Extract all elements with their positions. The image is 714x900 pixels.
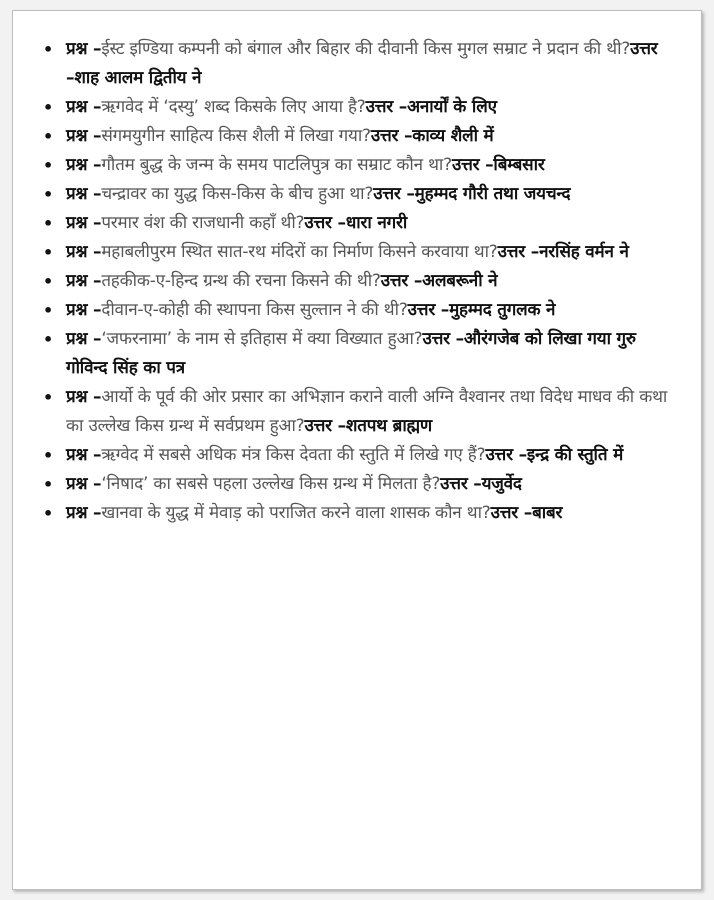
qa-item: [41, 267, 671, 296]
answer-label: उत्तर –: [407, 300, 450, 320]
answer-label: उत्तर –: [497, 242, 540, 262]
question-answer-list: [13, 11, 701, 528]
qa-item: [41, 441, 671, 470]
answer-text: शतपथ ब्राह्मण: [345, 416, 433, 436]
answer-text: औरंगजेब को लिखा गया गुरु गोविन्द सिंह का पत्र: [66, 329, 636, 378]
qa-item: [41, 35, 671, 93]
answer-text: मुहम्मद गौरी तथा जयचन्द: [414, 184, 571, 204]
answer-label: उत्तर –: [440, 474, 482, 494]
question-label: प्रश्न –: [66, 474, 102, 494]
question-label: प्रश्न –: [66, 387, 102, 407]
question-text: ऋग्वेद में सबसे अधिक मंत्र किस देवता की स्तुति में लिखे गए हैं?: [101, 445, 486, 465]
answer-text: नरसिंह वर्मन ने: [539, 242, 629, 262]
question-text: दीवान-ए-कोही की स्थापना किस सुल्तान ने की थी?: [101, 300, 408, 320]
question-label: प्रश्न –: [66, 126, 102, 146]
answer-label: उत्तर –: [451, 155, 494, 175]
answer-label: उत्तर –: [380, 271, 423, 291]
question-text: परमार वंश की राजधानी कहाँ थी?: [101, 213, 305, 233]
answer-label: उत्तर –: [365, 97, 408, 117]
answer-text: मुहम्मद तुगलक ने: [449, 300, 556, 320]
answer-label: उत्तर –: [422, 329, 464, 349]
question-label: प्रश्न –: [66, 39, 102, 59]
question-text: चन्द्रावर का युद्ध किस-किस के बीच हुआ था?: [101, 184, 374, 204]
question-label: प्रश्न –: [66, 213, 102, 233]
answer-text: काव्य शैली में: [412, 126, 494, 146]
question-label: प्रश्न –: [66, 329, 102, 349]
question-label: प्रश्न –: [66, 503, 102, 523]
qa-item: [41, 151, 671, 180]
answer-text: बिम्बसार: [493, 155, 545, 175]
answer-text: अनार्यों के लिए: [407, 97, 497, 117]
qa-item: [41, 325, 671, 383]
answer-label: उत्तर –: [370, 126, 413, 146]
answer-label: उत्तर –: [485, 445, 527, 465]
question-text: महाबलीपुरम स्थित सात-रथ मंदिरों का निर्माण किसने करवाया था?: [101, 242, 498, 262]
question-text: ‘निषाद’ का सबसे पहला उल्लेख किस ग्रन्थ में मिलता है?: [101, 474, 441, 494]
answer-label: उत्तर –: [304, 416, 346, 436]
qa-item: [41, 238, 671, 267]
answer-text: इन्द्र की स्तुति में: [526, 445, 624, 465]
qa-item: [41, 209, 671, 238]
qa-item: [41, 93, 671, 122]
question-text: तहकीक-ए-हिन्द ग्रन्थ की रचना किसने की थी?: [101, 271, 381, 291]
answer-text: यजुर्वेद: [481, 474, 522, 494]
question-label: प्रश्न –: [66, 445, 102, 465]
answer-text: धारा नगरी: [345, 213, 408, 233]
question-text: आर्यो के पूर्व की ओर प्रसार का अभिज्ञान कराने वाली अग्नि वैश्वानर तथा विदेध माधव की कथा का उल्लेख किस ग्रन्थ में सर्वप्रथम हुआ?: [66, 387, 668, 436]
qa-item: [41, 499, 671, 528]
question-text: खानवा के युद्ध में मेवाड़ को पराजित करने वाला शासक कौन था?: [101, 503, 491, 523]
question-text: ‘जफरनामा’ के नाम से इतिहास में क्या विख्यात हुआ?: [101, 329, 423, 349]
qa-item: [41, 122, 671, 151]
answer-label: उत्तर –: [304, 213, 346, 233]
answer-text: अलबरूनी ने: [422, 271, 498, 291]
answer-label: उत्तर –: [373, 184, 415, 204]
qa-item: [41, 296, 671, 325]
question-label: प्रश्न –: [66, 155, 102, 175]
question-text: ईस्ट इण्डिया कम्पनी को बंगाल और बिहार की दीवानी किस मुगल सम्राट ने प्रदान की थी?: [101, 39, 631, 59]
answer-text: बाबर: [532, 503, 563, 523]
answer-text: शाह आलम द्वितीय ने: [74, 68, 202, 88]
document-page: [12, 10, 702, 890]
question-text: ऋगवेद में ‘दस्यु’ शब्द किसके लिए आया है?: [101, 97, 366, 117]
qa-item: [41, 470, 671, 499]
question-label: प्रश्न –: [66, 184, 102, 204]
answer-label: उत्तर –: [490, 503, 533, 523]
qa-item: [41, 180, 671, 209]
answer-label: उत्तर –: [66, 39, 658, 88]
question-label: प्रश्न –: [66, 242, 102, 262]
question-text: गौतम बुद्ध के जन्म के समय पाटलिपुत्र का सम्राट कौन था?: [101, 155, 452, 175]
question-label: प्रश्न –: [66, 271, 102, 291]
question-text: संगमयुगीन साहित्य किस शैली में लिखा गया?: [101, 126, 371, 146]
qa-item: [41, 383, 671, 441]
question-label: प्रश्न –: [66, 97, 102, 117]
question-label: प्रश्न –: [66, 300, 102, 320]
